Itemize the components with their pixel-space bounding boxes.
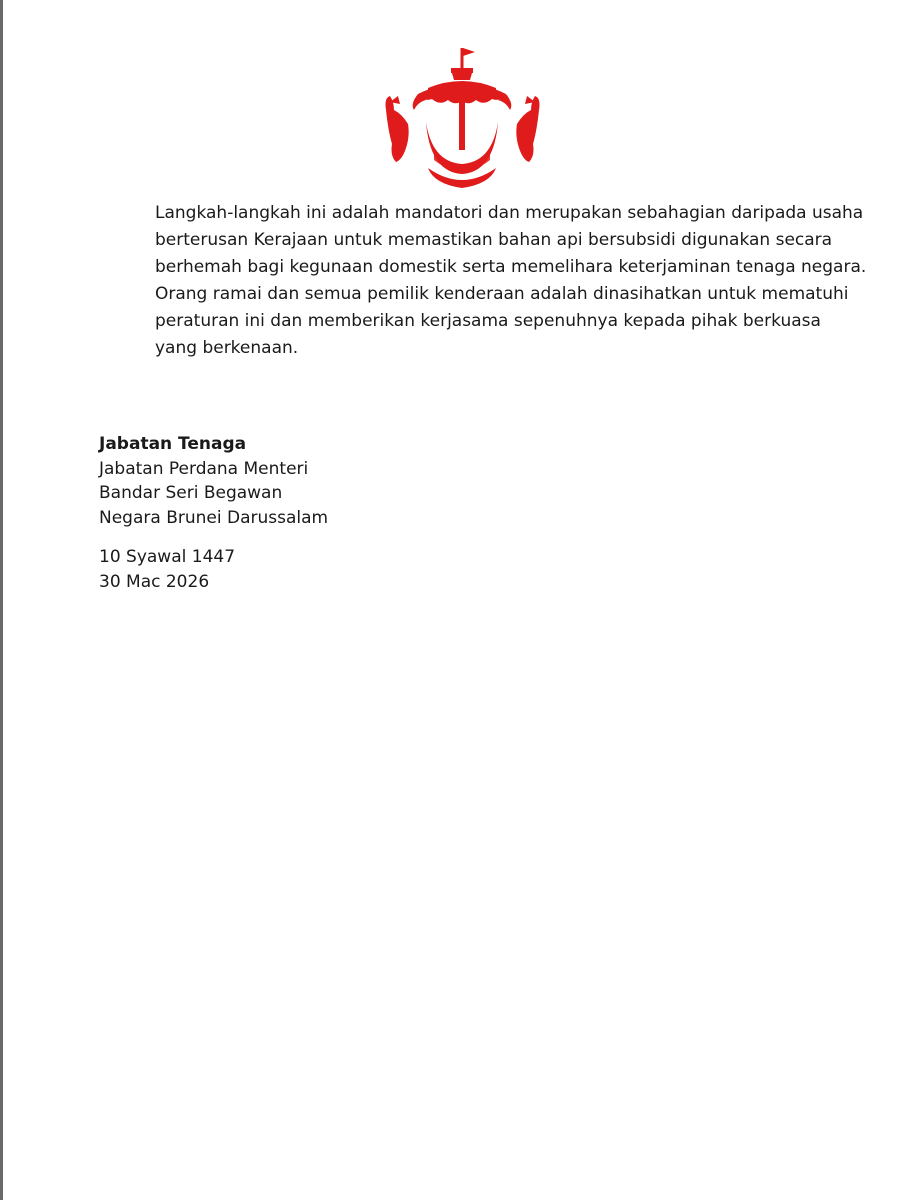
gregorian-date: 30 Mac 2026 — [99, 571, 210, 592]
body-line: Langkah-langkah ini adalah mandatori dan merupakan sebahagian daripada usaha — [155, 203, 864, 223]
body-line: Orang ramai dan semua pemilik kenderaan adalah dinasihatkan untuk mematuhi — [155, 284, 849, 304]
department-name: Jabatan Tenaga — [99, 434, 247, 454]
country-name: Negara Brunei Darussalam — [99, 507, 329, 528]
brunei-crest-icon — [380, 44, 545, 192]
page-left-edge — [0, 0, 3, 1200]
signature-block — [99, 432, 328, 530]
hijri-date: 10 Syawal 1447 — [99, 547, 236, 567]
body-line: peraturan ini dan memberikan kerjasama sepenuhnya kepada pihak berkuasa — [155, 311, 821, 331]
body-line: berhemah bagi kegunaan domestik serta memelihara keterjaminan tenaga negara. — [155, 257, 867, 277]
notice-body-paragraph — [155, 200, 867, 362]
body-line: yang berkenaan. — [155, 338, 299, 358]
body-line: berterusan Kerajaan untuk memastikan bahan api bersubsidi digunakan secara — [155, 230, 833, 250]
date-block — [99, 545, 235, 594]
ministry-name: Jabatan Perdana Menteri — [99, 458, 309, 479]
city-name: Bandar Seri Begawan — [99, 483, 283, 503]
